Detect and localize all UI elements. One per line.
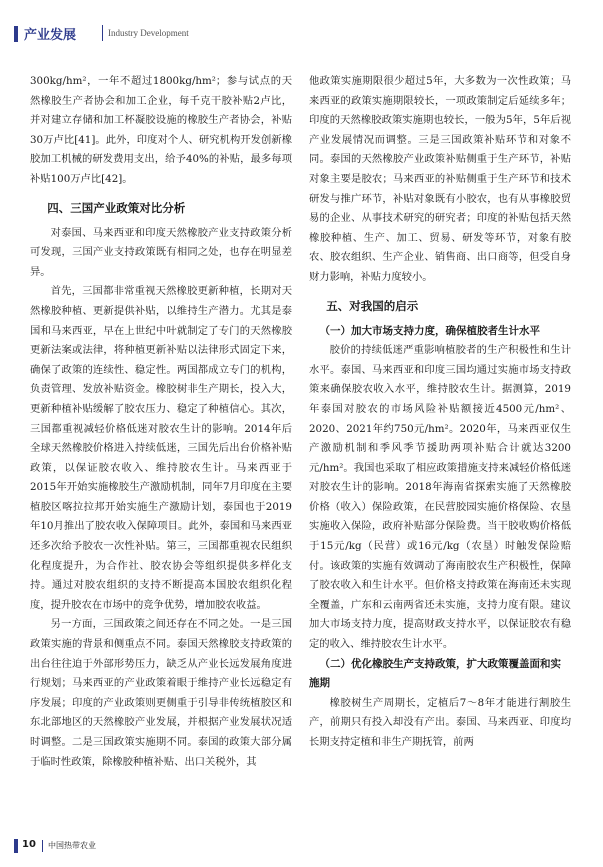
- footer-accent-bar: [14, 839, 18, 853]
- paragraph: 首先，三国都非常重视天然橡胶更新种植，长期对天然橡胶种植、更新提供补贴，以维持生产潜力。尤其是泰国和马来西亚，早在上世纪中叶就制定了专门的天然橡胶更新法案或法律，将种植更新补贴以法律形式固定下来，确保了政策的连续性、稳定性。两国都成立专门的机构，负责管理、发放补贴资金。橡胶树非生产期长，投入大，更新种植补贴缓解了胶农压力、稳定了种植信心。其次，三国都重视减轻价格低迷对胶农生计的影响。2014年后全球天然橡胶价格进入持续低迷，三国先后出台价格补贴政策，以保证胶农收入、维持胶农生计。马来西亚于2015年开始实施橡胶生产激励机制，同年7月印度在主要植胶区喀拉拉邦开始实施生产激励计划，泰国也于2019年10月推出了胶农收入保障项目。此外，泰国和马来西亚还多次给予胶农一次性补贴。第三，三国都重视农民组织化程度提升，为合作社、胶农协会等组织提供多样化支持。通过对胶农组织的支持不断提高本国胶农组织化程度，提升胶农在市场中的竞争优势，增加胶农收益。: [30, 285, 292, 611]
- section-title: 产业发展: [24, 28, 77, 43]
- paragraph: 胶价的持续低迷严重影响植胶者的生产积极性和生计水平。泰国、马来西亚和印度三国均通过实施市场支持政策来确保胶农收入水平，维持胶农生计。据测算，2019年泰国对胶农的市场风险补贴额接近4500元/hm²、2020、2021年约750元/hm²。2020年，马来西亚仅生产激励机制和季风季节援助两项补贴合计就达3200元/hm²。我国也采取了相应政策措施支持来减轻价格低迷对胶农生计的影响。2018年海南省探索实施了天然橡胶价格（收入）保险政策，在民营胶园实施价格保险、农垦实施收入保险，政府补贴部分保险费。当干胶收购价格低于15元/kg（民营）或16元/kg（农垦）时触发保险赔付。该政策的实施有效调动了海南胶农生产积极性，保障了胶农收入和生计水平。但价格支持政策在海南还未实现全覆盖，广东和云南两省还未实施，支持力度有限。建议加大市场支持力度，提高财政支持水平，以保证胶农有稳定的收入、维持胶农生计水平。: [309, 344, 571, 651]
- section-heading: 四、三国产业政策对比分析: [47, 200, 186, 215]
- right-column: [309, 72, 571, 753]
- subsection-heading: （一）加大市场支持力度，确保植胶者生计水平: [319, 324, 540, 337]
- header-accent-bar: [14, 26, 18, 42]
- footer-divider: [42, 840, 43, 852]
- journal-name: 中国热带农业: [48, 841, 96, 850]
- paragraph: 橡胶树生产周期长，定植后7～8年才能进行割胶生产，前期只有投入却没有产出。泰国、马来西亚、印度均长期支持定植和非生产期抚管，前两: [309, 696, 571, 748]
- subsection-heading: （二）优化橡胶生产支持政策，扩大政策覆盖面和实施期: [309, 657, 561, 690]
- section-title-en: Industry Development: [108, 28, 189, 38]
- header-divider: [102, 25, 103, 41]
- paragraph: 对泰国、马来西亚和印度天然橡胶产业支持政策分析可发现，三国产业支持政策既有相同之处，也存在明显差异。: [30, 226, 292, 278]
- page-number: 10: [22, 839, 36, 850]
- section-heading: 五、对我国的启示: [326, 298, 419, 313]
- paragraph: 300kg/hm²，一年不超过1800kg/hm²；参与试点的天然橡胶生产者协会和加工企业，每千克干胶补贴2卢比，并对建立存储和加工杯凝胶设施的橡胶生产者协会，补贴30万卢比[41]。此外，印度对个人、研究机构开发创新橡胶加工机械的研发费用支出，给予40%的补贴，最多每项补贴100万卢比[42]。: [30, 75, 292, 185]
- paragraph: 他政策实施期限很少超过5年，大多数为一次性政策；马来西亚的政策实施期限较长，一项政策制定后延续多年；印度的天然橡胶政策实施期也较长，一般为5年，5年后视产业发展情况而调整。三是三国政策补贴环节和对象不同。泰国的天然橡胶产业政策补贴侧重于生产环节，补贴对象主要是胶农；马来西亚的补贴侧重于生产环节和技术研发与推广环节，补贴对象既有小胶农，也有从事橡胶贸易的企业、从事技术研究的研究者；印度的补贴包括天然橡胶种植、生产、加工、贸易、研发等环节，对象有胶农、胶农组织、生产企业、销售商、出口商等，但受自身财力影响，补贴力度较小。: [309, 75, 571, 283]
- left-column: [30, 72, 292, 772]
- paragraph: 另一方面，三国政策之间还存在不同之处。一是三国政策实施的背景和侧重点不同。泰国天然橡胶支持政策的出台往往迫于外部形势压力，缺乏从产业长远发展角度进行规划；马来西亚的产业政策着眼于维持产业长远稳定有序发展；印度的产业政策则更侧重于引导非传统植胶区和东北部地区的天然橡胶产业发展，并根据产业发展状况适时调整。二是三国政策实施期不同。泰国的政策大部分属于临时性政策，除橡胶种植补贴、出口关税外，其: [30, 618, 292, 768]
